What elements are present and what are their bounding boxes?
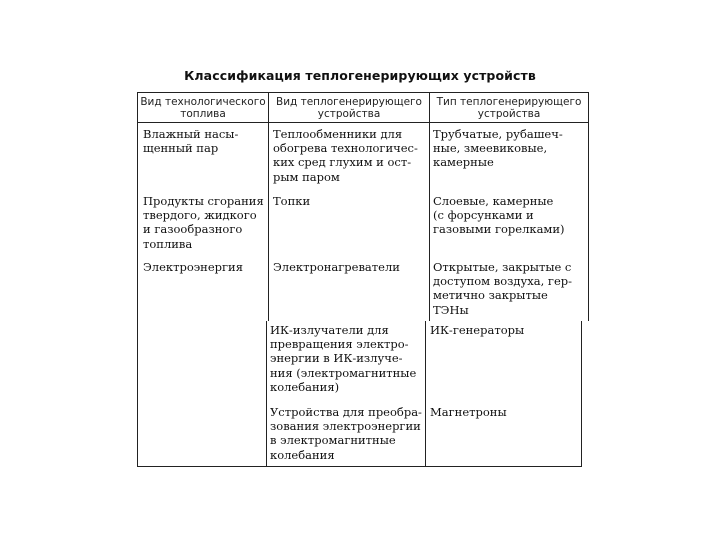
- row-5-device: Устройства для преобра- зования электроэнергии в электромагнитные колебания: [270, 405, 422, 462]
- row-4-device: ИК-излучатели для превращения электро- энергии в ИК-излуче- ния (электромагнитные колебания): [270, 323, 417, 394]
- row-1-type: Трубчатые, рубашеч- ные, змеевиковые, камерные: [433, 127, 563, 170]
- row-3-type: Открытые, закрытые с доступом воздуха, гер- метично закрытые ТЭНы: [433, 260, 573, 317]
- row-2-fuel: Продукты сгорания твердого, жидкого и газообразного топлива: [143, 194, 264, 251]
- header-divider: [137, 122, 589, 123]
- column-divider-2: [429, 92, 430, 321]
- column-divider-1-lower: [266, 321, 267, 467]
- row-1-fuel: Влажный насы- щенный пар: [143, 127, 239, 156]
- row-3-device: Электронагреватели: [273, 260, 400, 274]
- table-title: Классификация теплогенерирующих устройств: [184, 68, 536, 83]
- row-2-type: Слоевые, камерные (с форсунками и газовыми горелками): [433, 194, 565, 237]
- header-fuel-type: Вид технологического топлива: [140, 96, 266, 120]
- header-device-kind: Вид теплогенерирующего устройства: [275, 96, 422, 120]
- row-2-device: Топки: [273, 194, 311, 208]
- column-divider-1: [268, 92, 269, 321]
- column-divider-2-lower: [425, 321, 426, 467]
- row-3-fuel: Электроэнергия: [143, 260, 243, 274]
- row-5-type: Магнетроны: [430, 405, 507, 419]
- header-device-type: Тип теплогенерирующего устройства: [436, 96, 582, 120]
- row-4-type: ИК-генераторы: [430, 323, 525, 337]
- row-1-device: Теплообменники для обогрева технологичес- ких сред глухим и ост- рым паром: [273, 127, 418, 184]
